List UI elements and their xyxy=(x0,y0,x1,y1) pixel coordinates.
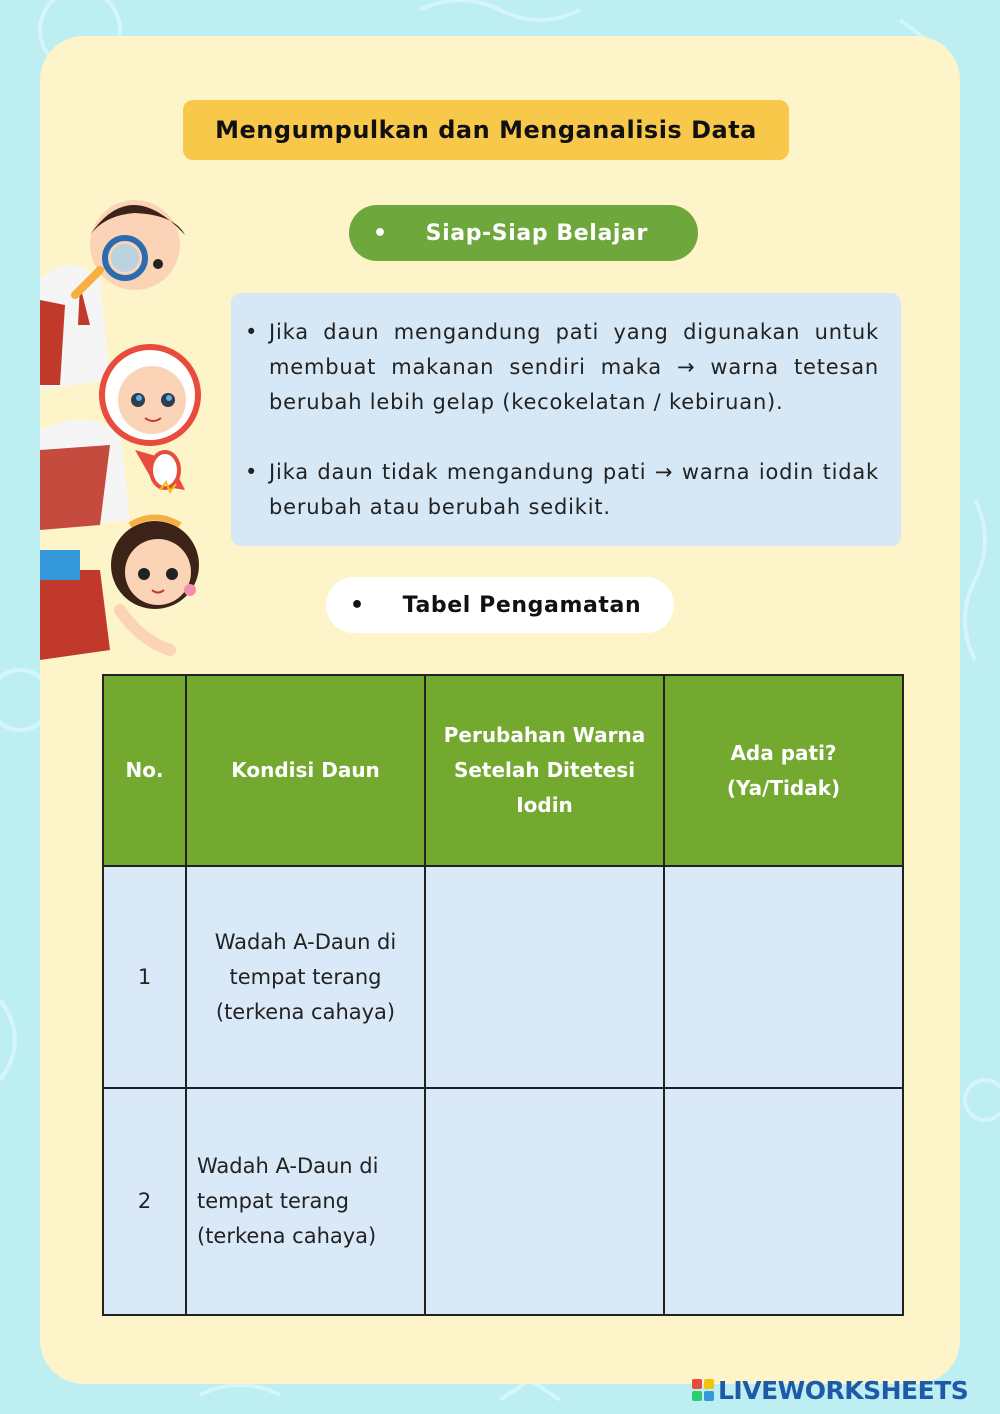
bullet-icon: • xyxy=(245,320,259,344)
bullet-icon: • xyxy=(373,220,388,246)
header-condition: Kondisi Daun xyxy=(186,675,425,866)
children-illustration xyxy=(40,190,210,670)
brand-name: LIVEWORKSHEETS xyxy=(718,1375,969,1405)
header-has-starch: Ada pati? (Ya/Tidak) xyxy=(664,675,903,866)
info-list xyxy=(245,315,879,525)
logo-blocks-icon xyxy=(692,1379,714,1401)
cell-no: 1 xyxy=(103,866,186,1088)
section-label: Siap-Siap Belajar xyxy=(425,220,648,246)
info-item xyxy=(245,315,879,420)
liveworksheets-logo[interactable] xyxy=(692,1374,968,1406)
section-tabel-pengamatan xyxy=(326,577,674,633)
bullet-icon: • xyxy=(245,460,259,484)
answer-color-change-input[interactable] xyxy=(425,866,664,1088)
answer-has-starch-input[interactable] xyxy=(664,1088,903,1315)
observation-table xyxy=(102,674,904,1316)
table-header-row xyxy=(103,675,903,866)
bullet-icon: • xyxy=(350,592,365,618)
info-text: Jika daun mengandung pati yang digunakan untuk membuat makanan sendiri maka → warna tetesan berubah lebih gelap (kecokelatan / kebiruan). xyxy=(269,320,879,414)
table-row xyxy=(103,866,903,1088)
info-text: Jika daun tidak mengandung pati → warna iodin tidak berubah atau berubah sedikit. xyxy=(269,460,879,519)
answer-has-starch-input[interactable] xyxy=(664,866,903,1088)
section-label: Tabel Pengamatan xyxy=(402,592,642,618)
table-row xyxy=(103,1088,903,1315)
answer-color-change-input[interactable] xyxy=(425,1088,664,1315)
info-item xyxy=(245,455,879,525)
cell-condition: Wadah A-Daun di tempat terang (terkena cahaya) xyxy=(186,866,425,1088)
cell-condition: Wadah A-Daun di tempat terang (terkena cahaya) xyxy=(186,1088,425,1315)
page-title: Mengumpulkan dan Menganalisis Data xyxy=(183,100,789,160)
section-siap-siap-belajar xyxy=(349,205,698,261)
header-color-change: Perubahan Warna Setelah Ditetesi Iodin xyxy=(425,675,664,866)
header-no: No. xyxy=(103,675,186,866)
info-box xyxy=(231,293,901,546)
cell-no: 2 xyxy=(103,1088,186,1315)
